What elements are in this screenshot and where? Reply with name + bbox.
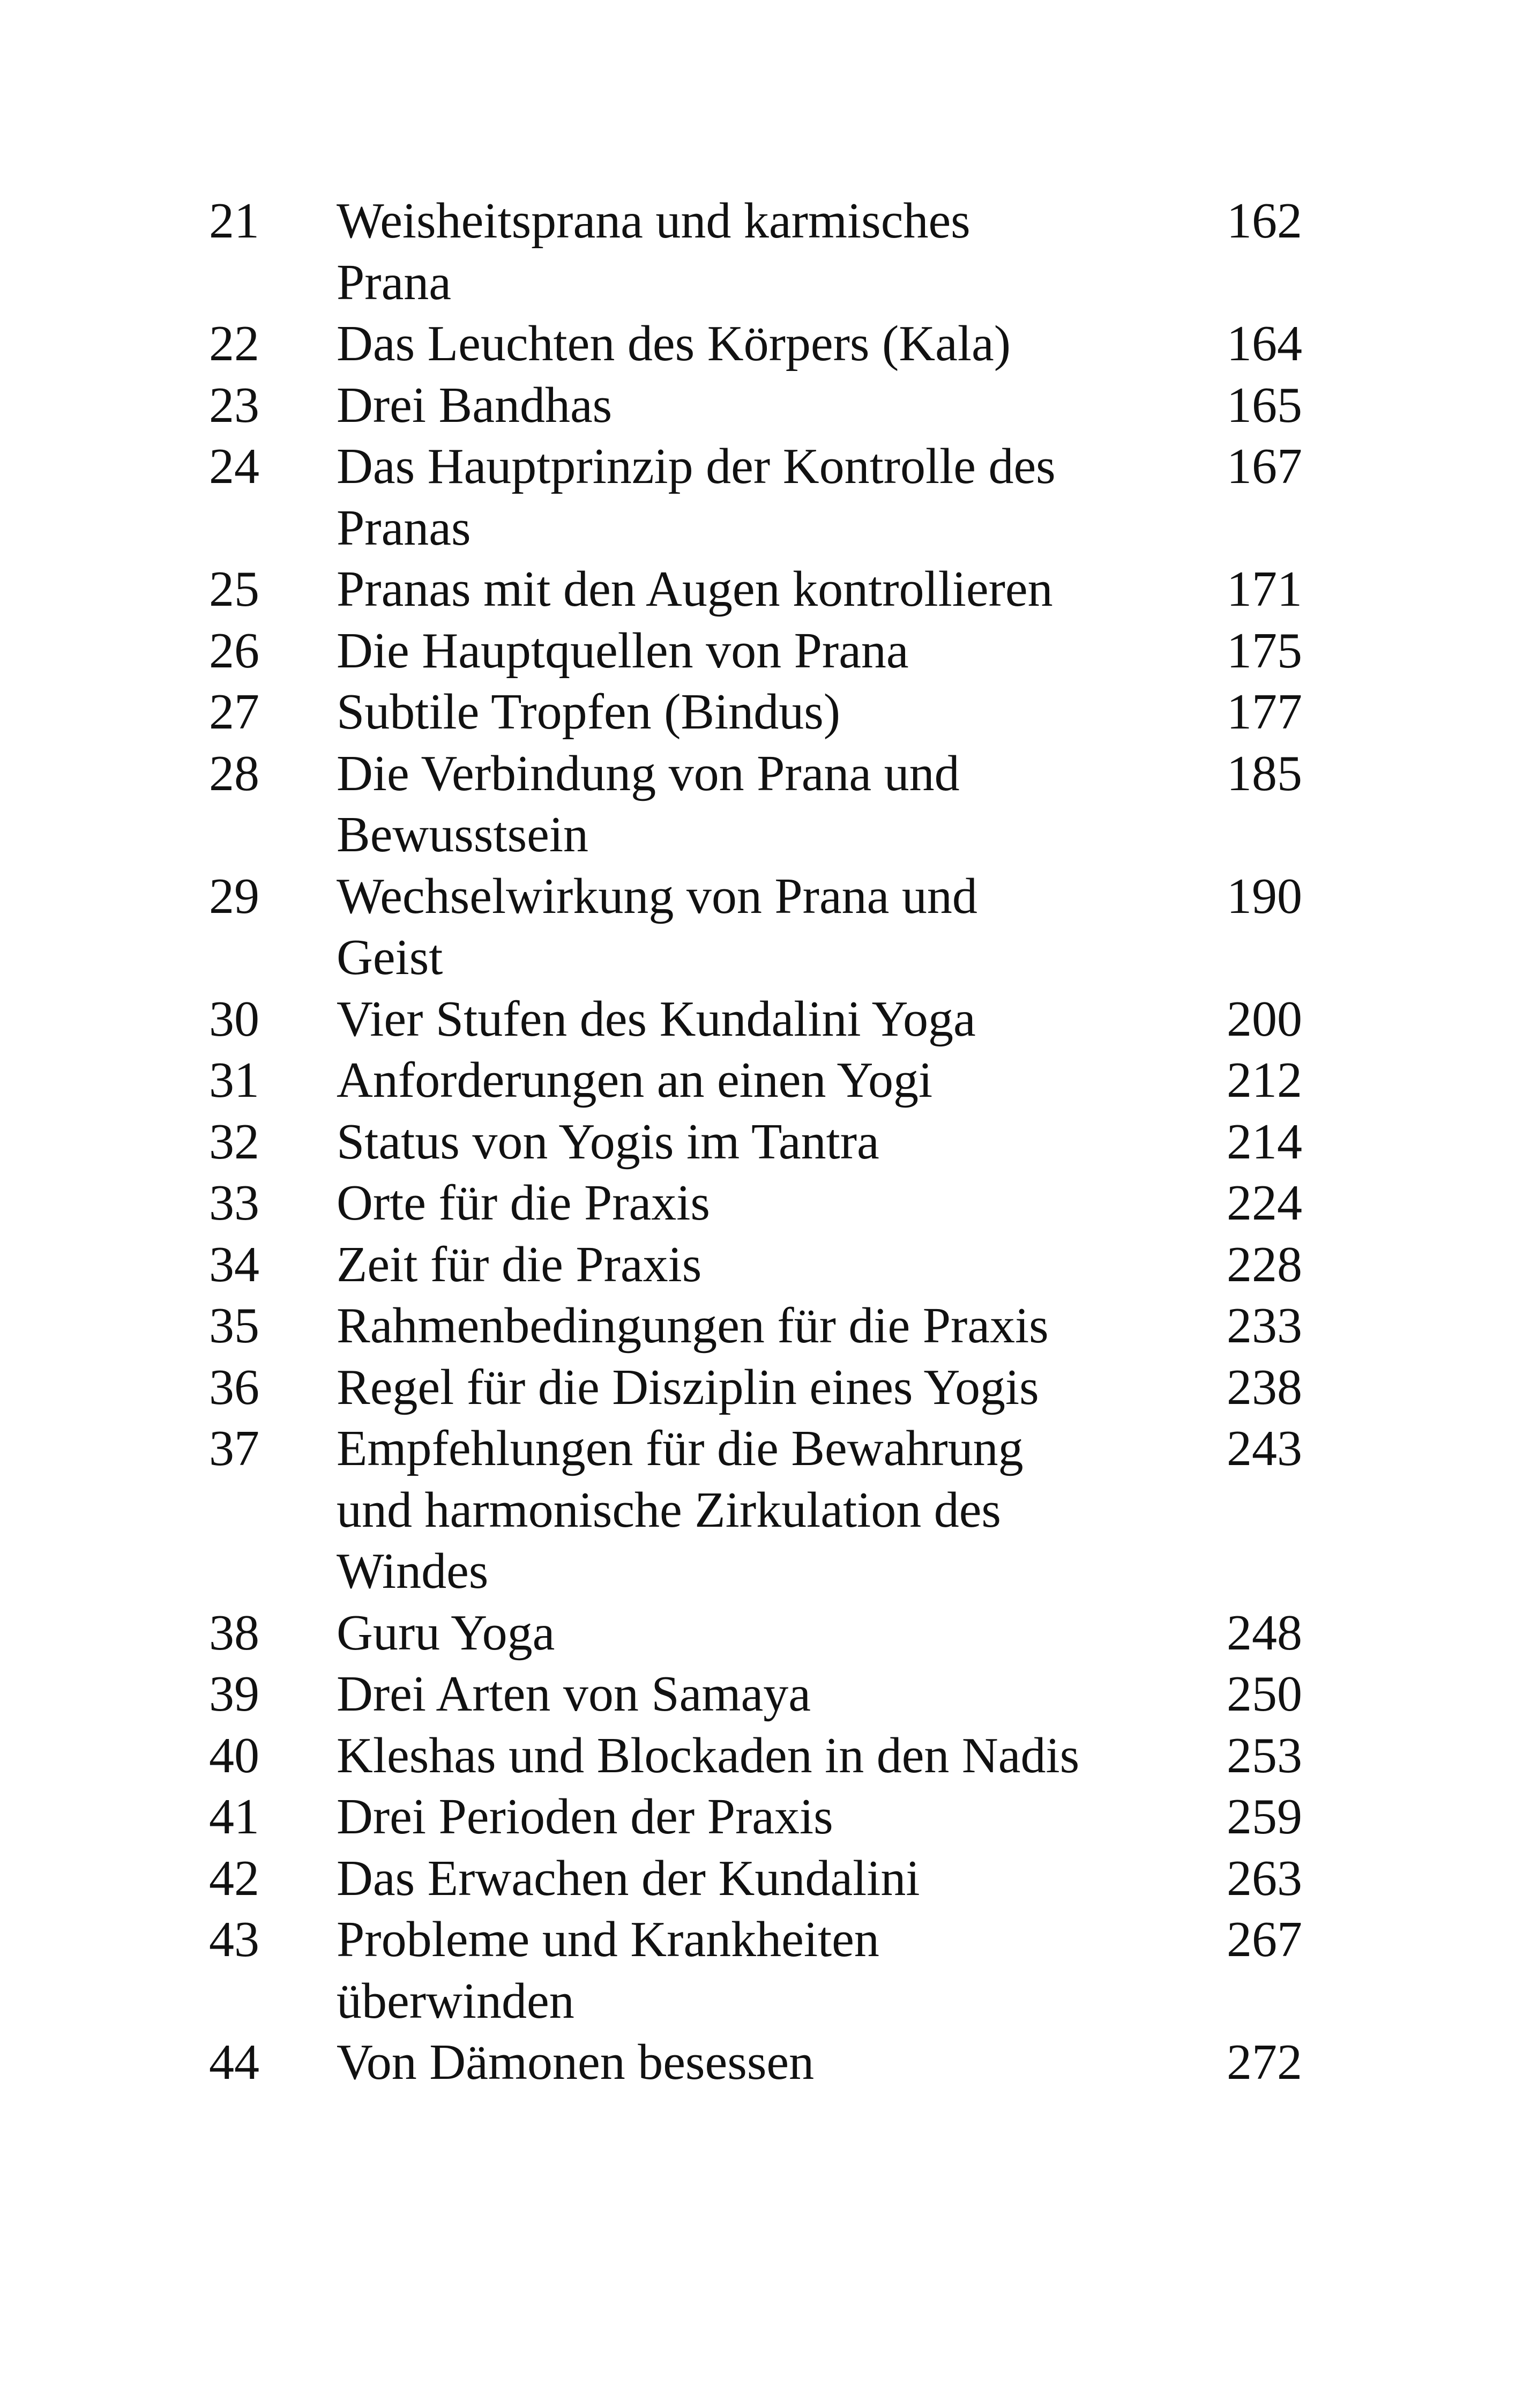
chapter-number: 21 (209, 193, 259, 249)
chapter-number: 35 (209, 1298, 259, 1354)
chapter-title: Wechselwirkung von Prana und Geist (337, 868, 977, 985)
page-number: 200 (1227, 991, 1302, 1047)
chapter-title: Empfehlungen für die Bewahrung und harmonische Zirkulation des Windes (337, 1421, 1024, 1599)
chapter-title: Die Hauptquellen von Prana (337, 622, 909, 679)
toc-entry (209, 743, 1302, 866)
chapter-number: 38 (209, 1604, 259, 1661)
chapter-number: 41 (209, 1789, 259, 1845)
chapter-title: Drei Bandhas (337, 377, 613, 433)
chapter-title: Das Hauptprinzip der Kontrolle des Pranas (337, 439, 1056, 556)
toc-entry (209, 1663, 1302, 1725)
toc-entry (209, 1295, 1302, 1357)
chapter-number: 36 (209, 1359, 259, 1415)
page-number: 212 (1227, 1052, 1302, 1108)
page-number: 167 (1227, 439, 1302, 494)
chapter-title: Drei Arten von Samaya (337, 1666, 811, 1722)
page-number: 243 (1227, 1421, 1302, 1476)
chapter-title: Subtile Tropfen (Bindus) (337, 684, 841, 740)
toc-entry (209, 1234, 1302, 1296)
chapter-title: Orte für die Praxis (337, 1175, 710, 1231)
toc-entry (209, 1111, 1302, 1173)
chapter-number: 34 (209, 1236, 259, 1292)
toc-entry (209, 190, 1302, 313)
chapter-title: Vier Stufen des Kundalini Yoga (337, 991, 976, 1047)
chapter-title: Status von Yogis im Tantra (337, 1113, 879, 1170)
chapter-number: 33 (209, 1175, 259, 1231)
chapter-title: Die Verbindung von Prana und Bewusstsein (337, 745, 960, 863)
chapter-title: Das Erwachen der Kundalini (337, 1850, 920, 1906)
page-number: 162 (1227, 193, 1302, 249)
chapter-number: 22 (209, 316, 259, 371)
toc-entry (209, 989, 1302, 1050)
page-number: 263 (1227, 1850, 1302, 1906)
page-number: 259 (1227, 1789, 1302, 1845)
chapter-number: 27 (209, 684, 259, 740)
chapter-number: 23 (209, 377, 259, 433)
chapter-title: Das Leuchten des Körpers (Kala) (337, 316, 1011, 371)
toc-entry (209, 1357, 1302, 1418)
toc-entry (209, 1909, 1302, 2032)
page-number: 164 (1227, 316, 1302, 371)
page-number: 171 (1227, 561, 1302, 617)
chapter-title: Pranas mit den Augen kontrollieren (337, 561, 1053, 617)
toc-entry (209, 1848, 1302, 1909)
chapter-title: Zeit für die Praxis (337, 1236, 702, 1292)
chapter-title: Guru Yoga (337, 1604, 555, 1661)
chapter-number: 26 (209, 622, 259, 679)
chapter-title: Drei Perioden der Praxis (337, 1789, 833, 1845)
toc-entry (209, 1786, 1302, 1848)
chapter-number: 24 (209, 439, 259, 494)
toc-entry (209, 313, 1302, 375)
chapter-title: Weisheitsprana und karmisches Prana (337, 193, 970, 310)
toc-entry (209, 2032, 1302, 2093)
page-number: 165 (1227, 377, 1302, 433)
chapter-number: 28 (209, 745, 259, 801)
page-number: 248 (1227, 1604, 1302, 1661)
chapter-number: 31 (209, 1052, 259, 1108)
chapter-number: 30 (209, 991, 259, 1047)
page-number: 253 (1227, 1727, 1302, 1783)
chapter-title: Von Dämonen besessen (337, 2034, 815, 2090)
page-number: 267 (1227, 1912, 1302, 1967)
page-number: 214 (1227, 1113, 1302, 1170)
chapter-title: Kleshas und Blockaden in den Nadis (337, 1727, 1080, 1783)
toc-entry (209, 1172, 1302, 1234)
chapter-title: Probleme und Krankheiten überwinden (337, 1912, 879, 2029)
chapter-number: 25 (209, 561, 259, 617)
chapter-number: 39 (209, 1666, 259, 1722)
chapter-number: 42 (209, 1850, 259, 1906)
chapter-number: 43 (209, 1912, 259, 1967)
chapter-title: Anforderungen an einen Yogi (337, 1052, 933, 1108)
page-number: 228 (1227, 1236, 1302, 1292)
chapter-number: 44 (209, 2034, 259, 2090)
page-number: 272 (1227, 2034, 1302, 2090)
page-number: 190 (1227, 868, 1302, 924)
chapter-title: Rahmenbedingungen für die Praxis (337, 1298, 1049, 1354)
page-number: 224 (1227, 1175, 1302, 1231)
toc-entry (209, 1725, 1302, 1787)
toc-entry (209, 620, 1302, 682)
toc-entry (209, 559, 1302, 620)
toc-entry (209, 681, 1302, 743)
page-number: 177 (1227, 684, 1302, 740)
page-number: 185 (1227, 745, 1302, 801)
toc-entry (209, 436, 1302, 559)
page-number: 175 (1227, 622, 1302, 679)
toc-entry (209, 1050, 1302, 1111)
chapter-title: Regel für die Disziplin eines Yogis (337, 1359, 1039, 1415)
toc-entry (209, 1418, 1302, 1602)
chapter-number: 37 (209, 1421, 259, 1476)
page-number: 238 (1227, 1359, 1302, 1415)
table-of-contents (209, 190, 1302, 2093)
chapter-number: 40 (209, 1727, 259, 1783)
toc-entry (209, 375, 1302, 436)
page-number: 250 (1227, 1666, 1302, 1722)
toc-entry (209, 866, 1302, 989)
chapter-number: 32 (209, 1113, 259, 1170)
chapter-number: 29 (209, 868, 259, 924)
toc-entry (209, 1602, 1302, 1664)
page-number: 233 (1227, 1298, 1302, 1354)
